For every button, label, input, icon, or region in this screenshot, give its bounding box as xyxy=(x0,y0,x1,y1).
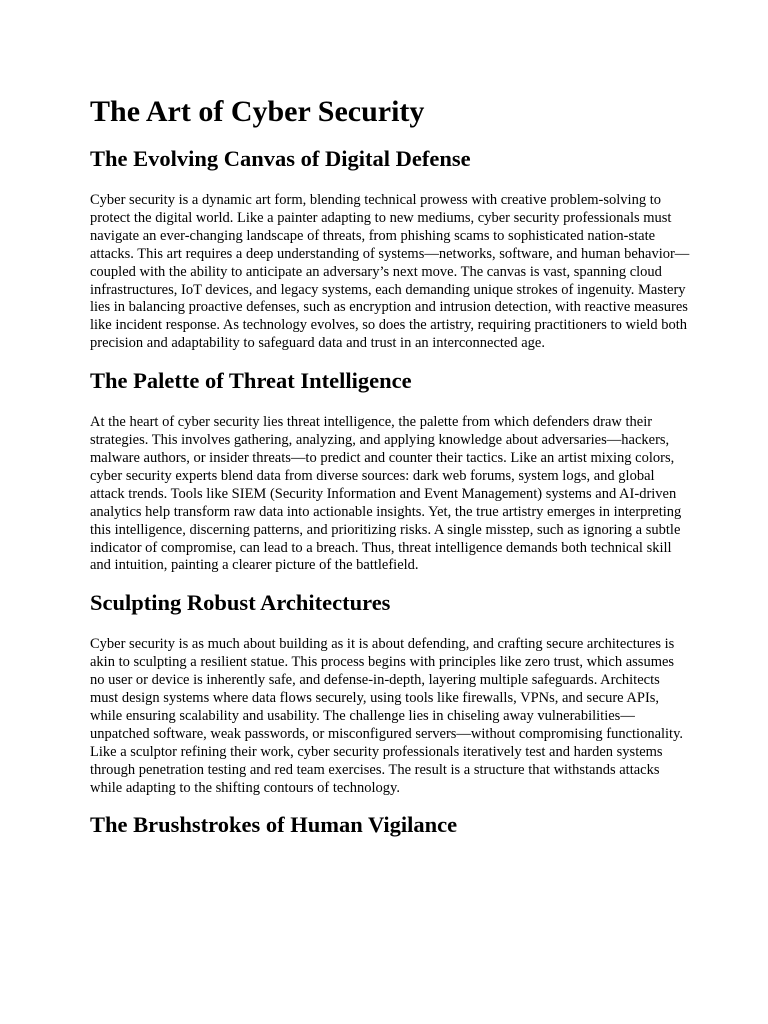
section-body-evolving-canvas: Cyber security is a dynamic art form, blending technical prowess with creative problem-solving to protect the digital world. Like a painter adapting to new mediums, cyber security professionals must navigate an ever-changing landscape of threats, from phishing scams to sophisticated nation-state attacks. This art requires a deep understanding of systems—networks, software, and human behavior—coupled with the ability to anticipate an adversary’s next move. The canvas is vast, spanning cloud infrastructures, IoT devices, and legacy systems, each demanding unique strokes of ingenuity. Mastery lies in balancing proactive defenses, such as encryption and intrusion detection, with reactive measures like incident response. As technology evolves, so does the artistry, requiring practitioners to wield both precision and adaptability to safeguard data and trust in an interconnected age. xyxy=(90,192,690,352)
section-body-robust-architectures: Cyber security is as much about building as it is about defending, and crafting secure architectures is akin to sculpting a resilient statue. This process begins with principles like zero trust, which assumes no user or device is inherently safe, and defense-in-depth, layering multiple safeguards. Architects must design systems where data flows securely, using tools like firewalls, VPNs, and secure APIs, while ensuring scalability and usability. The challenge lies in chiseling away vulnerabilities—unpatched software, weak passwords, or misconfigured servers—without compromising functionality. Like a sculptor refining their work, cyber security professionals iteratively test and harden systems through penetration testing and red team exercises. The result is a structure that withstands attacks while adapting to the shifting contours of technology. xyxy=(90,636,684,796)
section-heading-human-vigilance: The Brushstrokes of Human Vigilance xyxy=(90,812,458,838)
section-heading-robust-architectures: Sculpting Robust Architectures xyxy=(90,590,391,616)
section-body-threat-intelligence: At the heart of cyber security lies threat intelligence, the palette from which defenders draw their strategies. This involves gathering, analyzing, and applying knowledge about adversaries—hackers, malware authors, or insider threats—to predict and counter their tactics. Like an artist mixing colors, cyber security experts blend data from diverse sources: dark web forums, system logs, and global attack trends. Tools like SIEM (Security Information and Event Management) systems and AI-driven analytics help transform raw data into actionable insights. Yet, the true artistry emerges in interpreting this intelligence, discerning patterns, and prioritizing risks. A single misstep, such as ignoring a subtle indicator of compromise, can lead to a breach. Thus, threat intelligence demands both technical skill and intuition, painting a clearer picture of the battlefield. xyxy=(90,414,682,574)
document-title: The Art of Cyber Security xyxy=(90,95,425,128)
document-page xyxy=(90,0,690,840)
section-heading-evolving-canvas: The Evolving Canvas of Digital Defense xyxy=(90,146,471,171)
section-heading-threat-intelligence: The Palette of Threat Intelligence xyxy=(90,368,412,394)
